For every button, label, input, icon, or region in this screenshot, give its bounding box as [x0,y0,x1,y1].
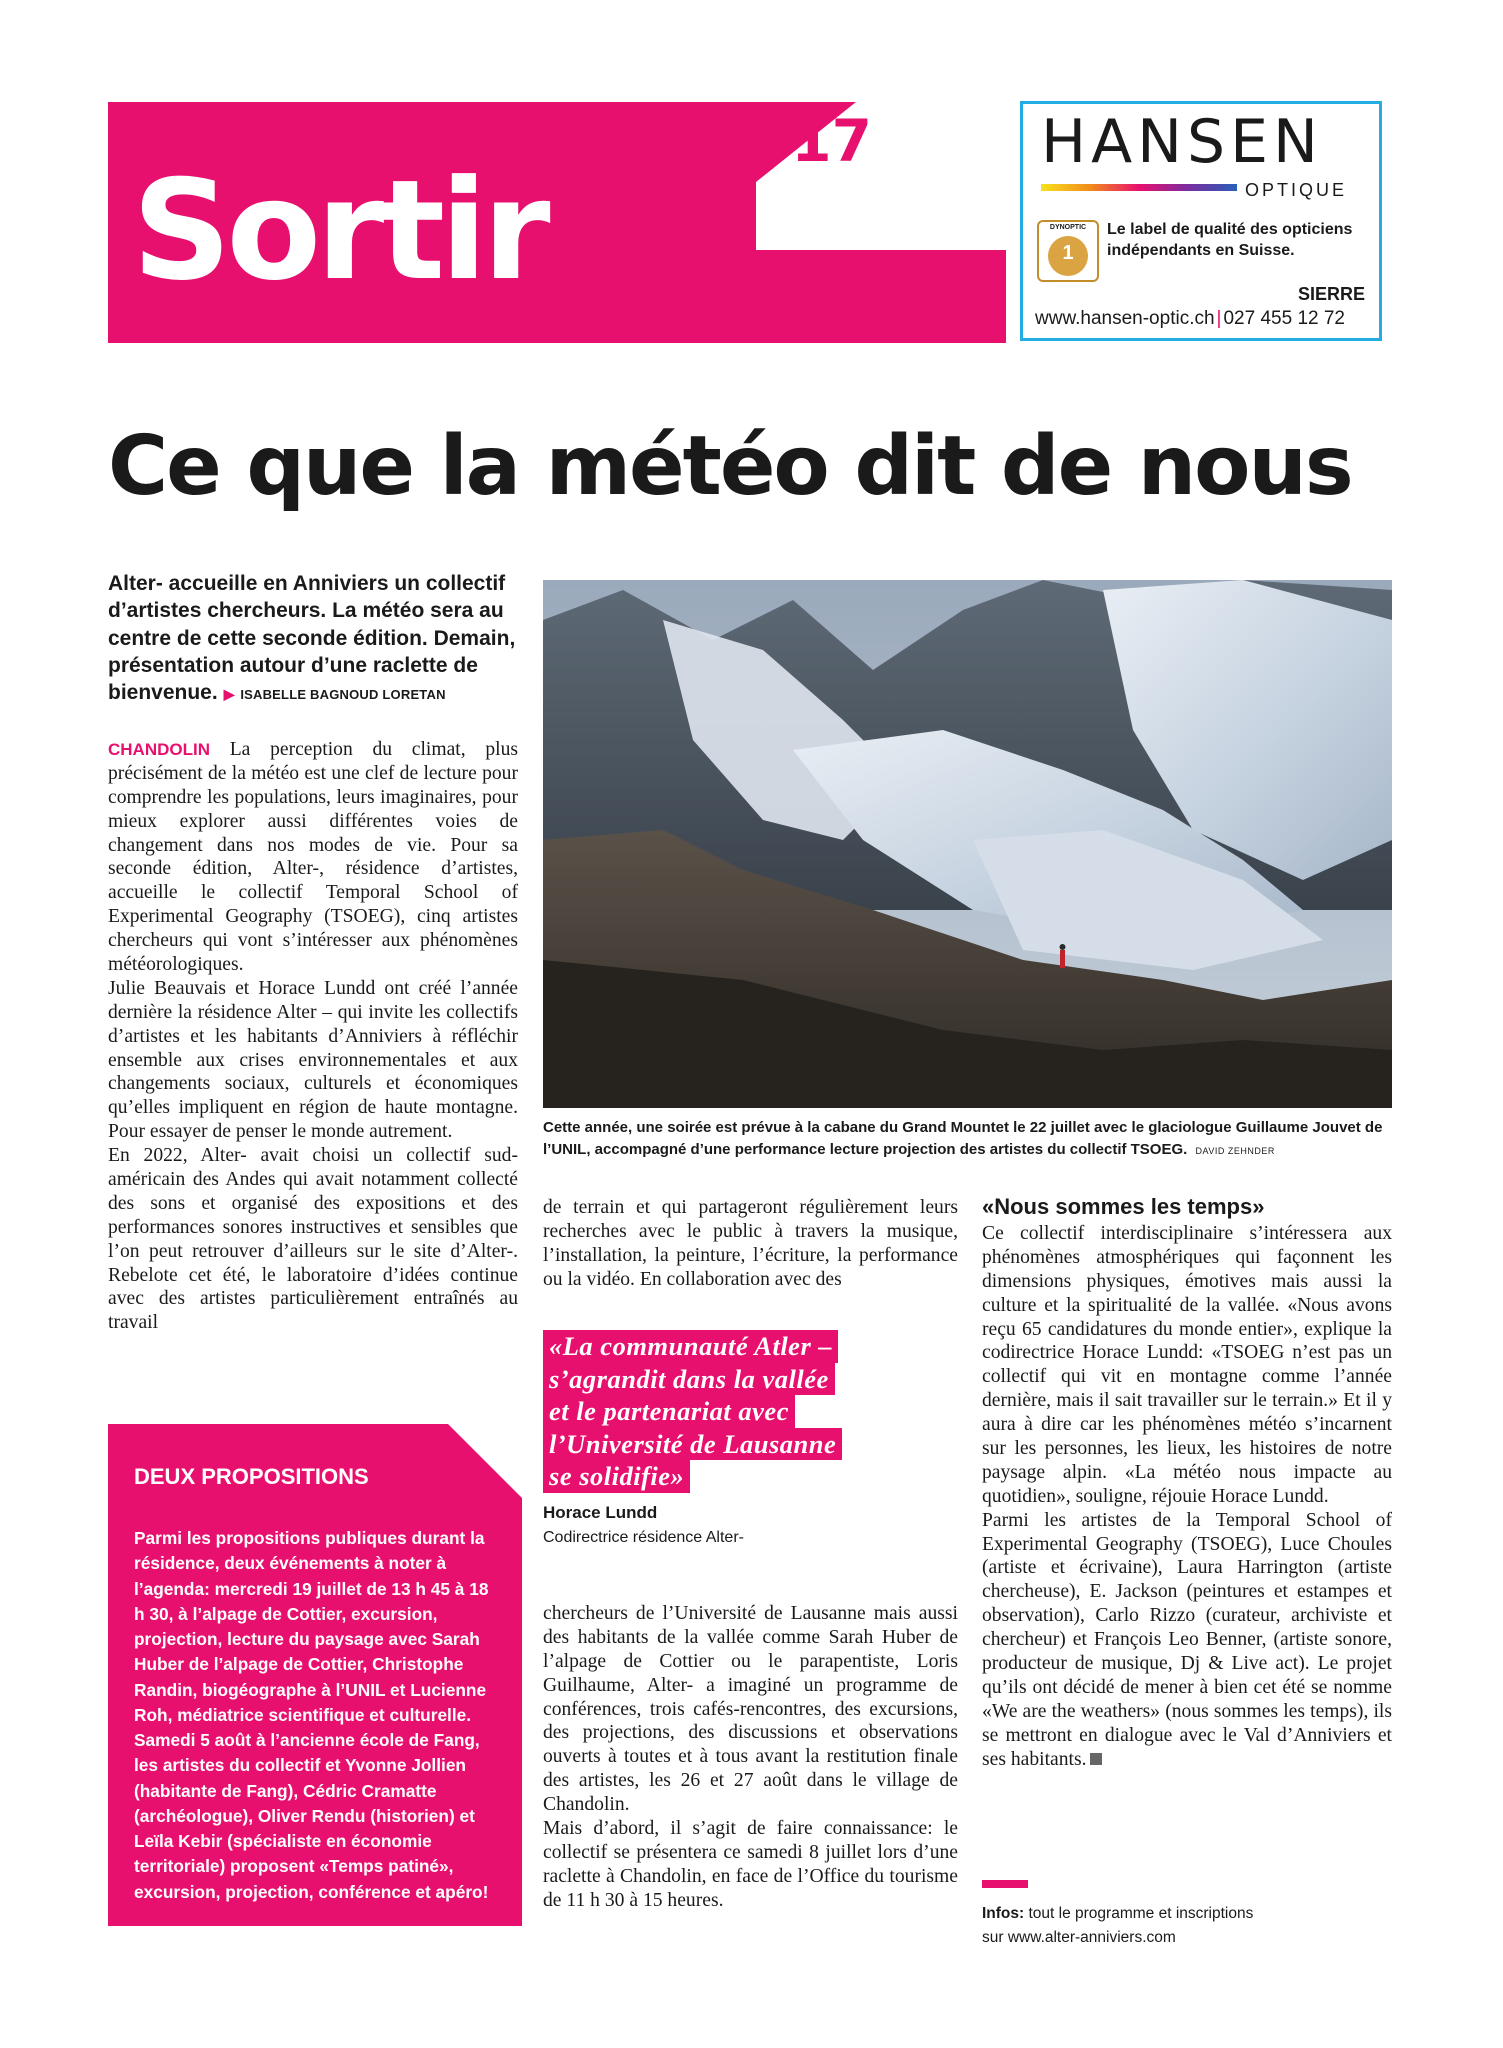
pull-quote [543,1330,923,1547]
ad-brand-sub: OPTIQUE [1245,180,1348,200]
paragraph: Julie Beauvais et Horace Lundd ont créé l’année dernière la résidence Alter – qui invite les collectifs d’artistes et les habitants d’Anniviers à réfléchir ensemble aux crises environnementales et aux changements sociaux, culturels et économiques qu’elles impliquent en région de haute montagne. Pour essayer de penser le monde autrement. [108,977,518,1143]
paragraph-text: La perception du climat, plus précisément de la météo est une clef de lecture pour comprendre les populations, leurs imaginaires, pour mieux explorer aussi différentes voies de changement dans nos modes de vie. Pour sa seconde édition, Alter-, résidence d’artistes, accueille le collectif Temporal School of Experimental Geography (TSOEG), cinq artistes chercheurs qui vont s’intéresser aux phénomènes météorologiques. [108,739,518,976]
glacier-landscape-image [543,580,1392,1108]
quote-author-name: Horace Lundd [543,1502,658,1522]
ad-separator: | [1216,308,1222,329]
article-column-1 [108,738,518,1335]
seal-number: 1 [1062,242,1074,264]
issue-date [868,370,1068,420]
paragraph: Ce collectif interdisciplinaire s’intéressera aux phénomènes atmosphériques qui façonnent les dimensions physiques, émotives mais aussi la culture et la spiritualité de la vallée. «Nous avons reçu 65 candidatures du monde entier», explique la codirectrice Horace Lundd: «TSOEG n’est pas un collectif qui vit en montagne comme l’année dernière, mais il sait travailler sur le terrain.» Et il y aura à dire car les phénomènes météo s’incarnent sur les personnes, les lieux, les histoires de notre paysage alpin. «La météo nous impacte au quotidien», souligne, réjouie Horace Lundd. [982,1223,1392,1507]
section-title: Sortir [132,150,546,311]
sidebar-box [108,1424,522,1926]
paragraph: chercheurs de l’Université de Lausanne mais aussi des habitants de la vallée comme Sarah Huber de l’alpage de Cottier ou le parapentiste, Loris Guilhaume, Alter- a imaginé un programme de conférences, trois cafés-rencontres, des excursions, des projections, des discussions et observations ouverts à toutes et à tous avant la restitution finale des artistes, les 26 et 27 août dans le village de Chandolin. [543,1603,958,1816]
article-column-3 [982,1222,1392,1771]
ad-brand: HANSEN [1041,107,1323,177]
ad-phone[interactable]: 027 455 12 72 [1223,308,1345,329]
sidebar-notch [448,1424,522,1498]
caption-text: Cette année, une soirée est prévue à la cabane du Grand Mountet le 22 juillet avec le glaciologue Guillaume Jouvet de l’UNIL, accompagné d’une performance lecture projection des artistes du collectif TSOEG. [543,1119,1383,1158]
sidebar-title: DEUX PROPOSITIONS [134,1464,369,1489]
article-subheading: «Nous sommes les temps» [982,1194,1265,1219]
infos-link[interactable]: sur www.alter-anniviers.com [982,1929,1176,1947]
quote-author-role: Codirectrice résidence Alter- [543,1528,744,1546]
hansen-optique-ad[interactable] [1020,101,1382,341]
photo-credit: DAVID ZEHNDER [1195,1145,1275,1156]
paragraph-text: Parmi les artistes de la Temporal School of Experimental Geography (TSOEG), Luce Choules (artiste et écrivaine), Laura Harrington (artiste chercheuse), E. Jackson (peintures et estampes et observation), Carlo Rizzo (curateur, archiviste et chercheur) et François Leo Benner, (artiste sonore, producteur de musique, Dj & Live act). Le projet qu’ils ont décidé de mener à bien cet été se nomme «We are the weathers» (nous sommes les temps), ils se mettront en dialogue avec le Val d’Anniviers et ses habitants. [982,1509,1392,1770]
infos-line-1: tout le programme et inscriptions [1028,1905,1254,1922]
dynoptic-seal-icon [1037,220,1099,282]
quote-line: «La communauté Atler – [543,1330,838,1363]
issue-day: Vendredi [986,370,1068,394]
page-number: 17 [791,107,872,175]
article-column-2-top [543,1196,958,1292]
quote-line: se solidifie» [543,1460,690,1493]
lead-text: Alter- accueille en Anniviers un collectif d’artistes chercheurs. La météo sera au centre de cette seconde édition. Demain, présentation autour d’une raclette de bienvenue. [108,572,516,705]
seal-label: DYNOPTIC [1049,224,1087,231]
article-headline: Ce que la météo dit de nous [108,419,1352,514]
issue-date-text: 7 juillet 2023 [952,395,1068,420]
paragraph: En 2022, Alter- avait choisi un collectif sud-américain des Andes qui avait notamment collecté des sons et organisé des expositions et des performances sonores instructives et sensibles que l’on peut retrouver d’ailleurs sur le site d’Alter-. Rebelote cet été, le laboratoire d’idées continue avec des artistes particulièrement entraînés au travail [108,1145,518,1334]
ad-website-link[interactable]: www.hansen-optic.ch [1035,308,1215,329]
quote-line: et le partenariat avec [543,1395,795,1428]
paragraph: Mais d’abord, il s’agit de faire connaissance: le collectif se présentera ce samedi 8 juillet lors d’une raclette à Chandolin, en face de l’Office du tourisme de 11 h 30 à 15 heures. [543,1818,958,1911]
photo-caption [543,1117,1392,1161]
paragraph [108,738,518,977]
ad-tagline: Le label de qualité des opticiens indépendants en Suisse. [1107,221,1353,259]
article-column-2-bottom [543,1602,958,1913]
end-of-article-square-icon [1090,1753,1102,1765]
quote-line: s’agrandit dans la vallée [543,1363,835,1396]
infos-block [982,1902,1382,1950]
article-author: ISABELLE BAGNOUD LORETAN [240,687,446,703]
paragraph [982,1509,1392,1772]
infos-accent-bar [982,1880,1028,1888]
quote-line: l’Université de Lausanne [543,1428,842,1461]
ad-rainbow-bar [1041,184,1237,191]
arrow-right-icon: ▶ [223,686,235,703]
ad-city: SIERRE [1297,284,1365,304]
sidebar-text: Parmi les propositions publiques durant la résidence, deux événements à noter à l’agenda: mercredi 19 juillet de 13 h 45 à 18 h 30, à l’alpage de Cottier, excursion, projection, lecture du paysage avec Sarah Huber de l’alpage de Cottier, Christophe Randin, biogéographe à l’UNIL et Lucienne Roh, médiatrice scientifique et culturelle. Samedi 5 août à l’ancienne école de Fang, les artistes du collectif et Yvonne Jollien (habitante de Fang), Cédric Cramatte (archéologue), Oliver Rendu (historien) et Leïla Kebir (spécialiste en économie territoriale) proposent «Temps patiné», excursion, projection, conférence et apéro! [134,1528,489,1902]
glacier-photo [543,580,1392,1108]
ad-contact [1035,308,1345,330]
paragraph: de terrain et qui partageront régulièrement leurs recherches avec le public à travers la musique, l’installation, la peinture, l’écriture, la performance ou la vidéo. En collaboration avec des [543,1197,958,1290]
infos-label: Infos: [982,1905,1025,1922]
article-lead [108,570,518,706]
dateline: CHANDOLIN [108,740,210,759]
